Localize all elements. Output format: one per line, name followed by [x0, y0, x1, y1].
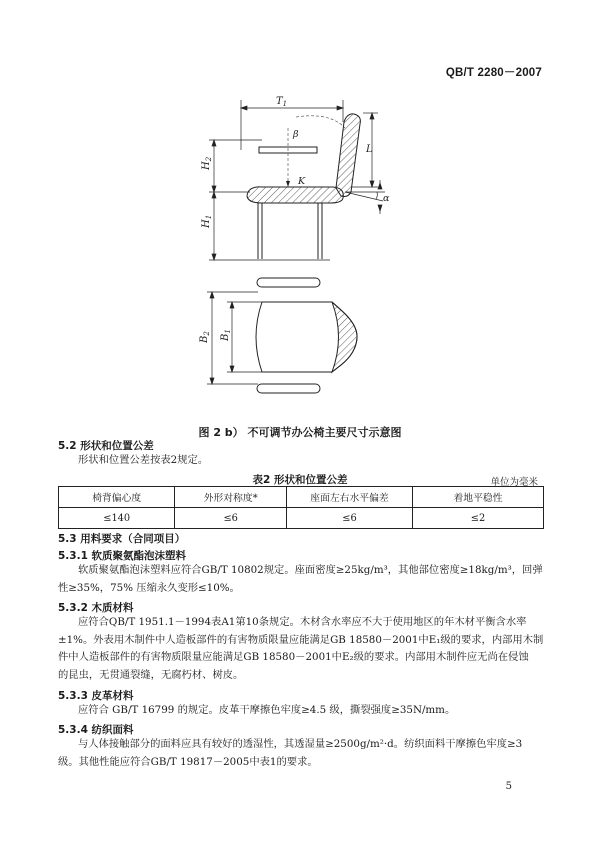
label-t1: $T_1$: [276, 96, 288, 108]
table-cell: ≤6: [175, 508, 287, 529]
paragraph-line: 软质聚氨酯泡沫塑料应符合GB/T 10802规定。座面密度≥25kg/m³，其他部位密度≥18kg/m³，回弹: [78, 564, 543, 576]
label-l: L: [366, 144, 373, 155]
table-header-cell: 着地平稳性: [413, 487, 544, 508]
table-header-cell: 椅背偏心度: [59, 487, 175, 508]
paragraph-line: 应符合QB/T 1951.1－1994表A1第10条规定。木材含水率应不大于使用地区的年木材平衡含水率: [78, 616, 527, 628]
paragraph-line: 级。其他性能应符合GB/T 19817－2005中表1的要求。: [58, 755, 318, 768]
table-2-unit: 单位为毫米: [490, 477, 538, 488]
seat-cushion-side-view: [247, 187, 343, 203]
paragraph-line: 性≥35%，75% 压缩永久变形≤10%。: [58, 581, 240, 594]
section-5-3-4-body: [58, 736, 544, 771]
paragraph-line: 的昆虫，无贯通裂缝，无腐朽材、树皮。: [58, 668, 244, 681]
label-h1: $H_1$: [201, 214, 213, 228]
paragraph-line: 件中人造板部件的有害物质限量应能满足GB 18580－2001中E₂级的要求。内部用木制件应无尚在侵蚀: [58, 651, 529, 663]
label-beta: β: [293, 129, 299, 140]
table-cell: ≤2: [413, 508, 544, 529]
label-k: K: [298, 176, 306, 187]
chair-dimension-diagram: [0, 0, 600, 420]
label-b1: $B_1$: [220, 329, 232, 341]
table-cell: ≤140: [59, 508, 175, 529]
paragraph-line: 应符合 GB/T 16799 的规定。皮革干摩擦色牢度≥4.5 级，撕裂强度≥35N/mm。: [78, 704, 456, 716]
armrest-top-view-upper: [257, 278, 320, 287]
section-5-2-heading: 5.2 形状和位置公差: [58, 440, 154, 452]
table-header-cell: 外形对称度*: [175, 487, 287, 508]
table-cell: ≤6: [286, 508, 412, 529]
chair-legs: [258, 203, 322, 259]
paragraph-line: ±1%。外表用木制件中人造板部件的有害物质限量应能满足GB 18580－2001中E₁级的要求，内部用木制: [58, 633, 544, 646]
table-2-title: 表2 形状和位置公差: [252, 474, 348, 486]
section-5-3-3-heading: 5.3.3 皮革材料: [58, 690, 134, 702]
section-5-3-1-heading: 5.3.1 软质聚氨酯泡沫塑料: [58, 550, 187, 562]
table-header-row: [59, 487, 544, 508]
section-5-2-intro: 形状和位置公差按表2规定。: [78, 454, 209, 466]
paragraph-line: 与人体接触部分的面料应具有较好的透湿性，其透湿量≥2500g/m²·d。纺织面料干摩擦色牢度≥3: [78, 738, 523, 750]
section-5-3-2-body: [58, 614, 544, 684]
standard-code-header: QB/T 2280－2007: [445, 67, 542, 79]
label-h2: $H_2$: [201, 156, 213, 170]
section-5-3-2-heading: 5.3.2 木质材料: [58, 602, 134, 614]
armrest-top-view-lower: [257, 384, 320, 393]
section-5-3-3-body: [58, 702, 544, 720]
backrest-side-view: [336, 114, 360, 197]
t1-dimension: [241, 100, 343, 150]
table-row: [59, 508, 544, 529]
table-header-cell: 座面左右水平偏差: [286, 487, 412, 508]
label-alpha: α: [383, 193, 390, 204]
label-b2: $B_2$: [199, 331, 211, 343]
figure-caption: 图 2 b） 不可调节办公椅主要尺寸示意图: [198, 426, 402, 439]
section-5-3-1-body: [58, 562, 544, 597]
page-number: 5: [505, 781, 512, 792]
section-5-3-4-heading: 5.3.4 纺织面料: [58, 724, 134, 736]
b-dimensions: [207, 292, 262, 384]
section-5-3-heading: 5.3 用料要求（合同项目）: [58, 533, 186, 545]
table-2: [58, 486, 544, 529]
